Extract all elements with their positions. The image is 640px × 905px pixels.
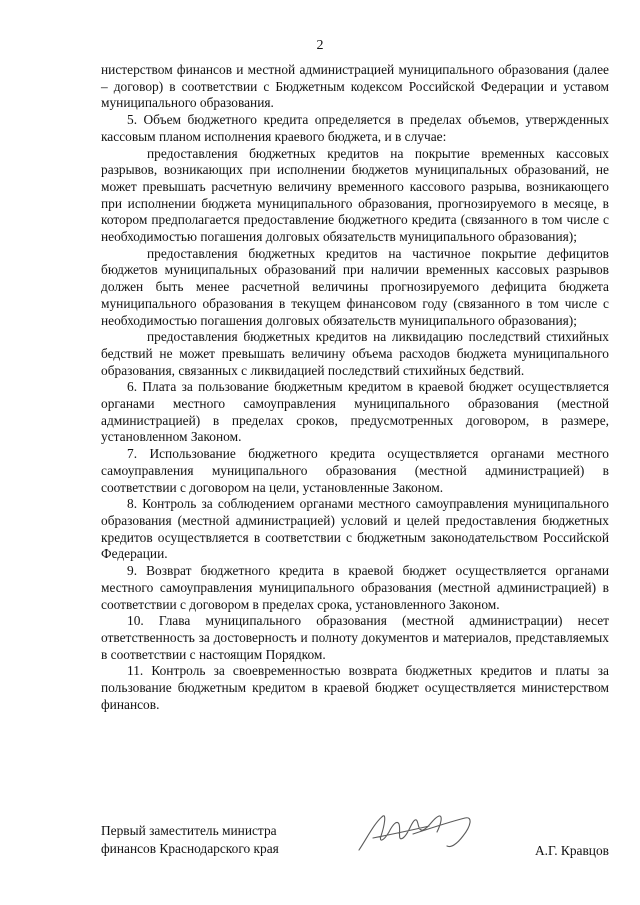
paragraph-item-5-a: предоставления бюджетных кредитов на покрытие временных кассовых разрывов, возникающих при исполнении бюджетов муниципальных образований, не может превышать расчетную величину временного кассового разрыва, возникающего при исполнении бюджета муниципального образования, прогнозируемого в месяце, в котором предполагается предоставление бюджетного кредита (связанного в том числе с необходимостью погашения долговых обязательств муниципального образования); <box>101 145 609 245</box>
handwritten-signature <box>353 808 493 858</box>
paragraph-item-8: 8. Контроль за соблюдением органами местного самоуправления муниципального образования (местной администрацией) условий и целей предоставления бюджетных кредитов осуществляется в соответствии с бюджетным законодательством Российской Федерации. <box>101 496 609 562</box>
document-body <box>101 62 609 713</box>
paragraph-continuation: нистерством финансов и местной администрацией муниципального образования (далее – договор) в соответствии с Бюджетным кодексом Российской Федерации и уставом муниципального образования. <box>101 62 609 111</box>
signer-name: А.Г. Кравцов <box>534 843 609 858</box>
paragraph-item-9: 9. Возврат бюджетного кредита в краевой бюджет осуществляется органами местного самоуправления муниципального образования (местной администрацией) в соответствии с договором в пределах срока, установленного Законом. <box>101 563 609 612</box>
signature-block <box>101 822 609 882</box>
page-number: 2 <box>316 38 324 53</box>
paragraph-item-5-c: предоставления бюджетных кредитов на ликвидацию последствий стихийных бедствий не может превышать величину объема расходов бюджета муниципального образования, связанных с ликвидацией последствий стихийных бедствий. <box>101 329 609 378</box>
signer-title-line-2: финансов Краснодарского края <box>101 841 279 856</box>
signer-title <box>101 822 279 858</box>
paragraph-item-10: 10. Глава муниципального образования (местной администрации) несет ответственность за достоверность и полноту документов и материалов, представляемых в соответствии с настоящим Порядком. <box>101 613 609 662</box>
paragraph-item-7: 7. Использование бюджетного кредита осуществляется органами местного самоуправления муниципального образования (местной администрацией) в соответствии с договором на цели, установленные Законом. <box>101 446 609 495</box>
paragraph-item-11: 11. Контроль за своевременностью возврата бюджетных кредитов и платы за пользование бюджетным кредитом в краевой бюджет осуществляется министерством финансов. <box>101 663 609 712</box>
paragraph-item-5-b: предоставления бюджетных кредитов на частичное покрытие дефицитов бюджетов муниципальных образований при наличии временных кассовых разрывов должен быть менее расчетной величины прогнозируемого дефицита бюджета муниципального образования в текущем финансовом году (связанного в том числе с необходимостью погашения долговых обязательств муниципального образования); <box>101 245 609 328</box>
signer-title-line-1: Первый заместитель министра <box>101 823 277 838</box>
paragraph-item-5: 5. Объем бюджетного кредита определяется в пределах объемов, утвержденных кассовым планом исполнения краевого бюджета, и в случае: <box>101 112 609 144</box>
paragraph-item-6: 6. Плата за пользование бюджетным кредитом в краевой бюджет осуществляется органами местного самоуправления муниципального образования (местной администрацией) в пределах сроков, предусмотренных договором, в размере, установленном Законом. <box>101 379 609 445</box>
